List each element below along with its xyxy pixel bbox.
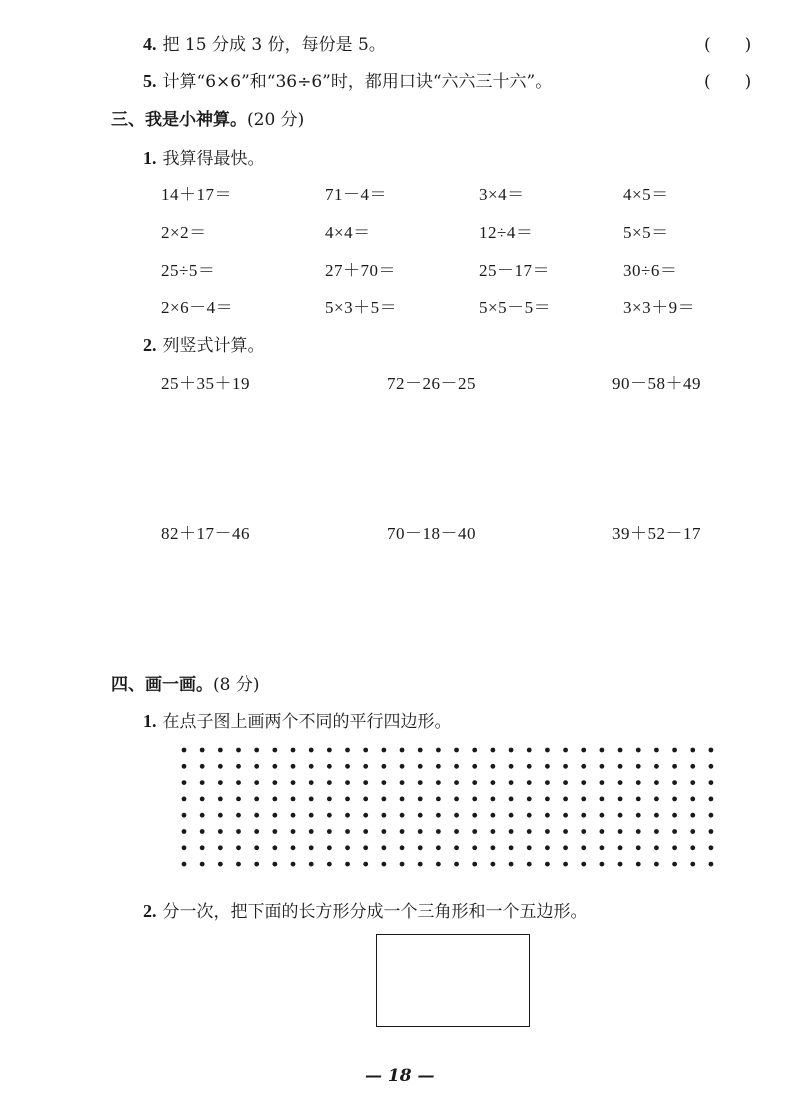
grid-dot [236,813,241,818]
grid-dot [272,813,277,818]
grid-dot [345,829,350,834]
grid-dot [472,764,477,769]
oral-calc-problem: 3×3＋9＝ [623,298,696,317]
grid-dot [545,813,550,818]
grid-dot [672,845,677,850]
grid-dot [381,748,386,753]
grid-dot [618,813,623,818]
grid-dot [618,797,623,802]
grid-dot [618,748,623,753]
grid-dot [200,813,205,818]
question-dot-grid [143,707,452,732]
judgement-item-5 [143,67,552,92]
oral-calc-problem: 2×2＝ [161,223,207,242]
grid-dot [418,845,423,850]
item-text: 计算“6×6”和“36÷6”时，都用口诀“六六三十六”。 [162,72,553,92]
grid-dot [309,797,314,802]
grid-dot [454,797,459,802]
grid-dot [200,748,205,753]
grid-dot [236,845,241,850]
grid-dot [291,862,296,867]
grid-dot [381,862,386,867]
grid-dot [436,764,441,769]
grid-dot [545,862,550,867]
grid-dot [363,797,368,802]
grid-dot [363,829,368,834]
grid-dot [709,813,714,818]
grid-dot [527,845,532,850]
grid-dot [563,829,568,834]
grid-dot [218,845,223,850]
grid-dot [363,813,368,818]
grid-dot [545,797,550,802]
grid-dot [672,797,677,802]
grid-dot [345,764,350,769]
grid-dot [600,748,605,753]
grid-dot [527,797,532,802]
grid-dot [436,813,441,818]
question-oral-calc [143,144,265,169]
grid-dot [490,780,495,785]
grid-dot [182,862,187,867]
grid-dot [327,845,332,850]
grid-dot [345,797,350,802]
grid-dot [291,748,296,753]
grid-dot [454,862,459,867]
grid-dot [600,862,605,867]
grid-dot [709,845,714,850]
grid-dot [509,862,514,867]
oral-calc-problem: 4×4＝ [325,223,371,242]
grid-dot [309,845,314,850]
rectangle-drawing-area[interactable] [376,934,530,1027]
section-4-heading [111,670,259,695]
dot-grid[interactable] [181,747,731,877]
grid-dot [363,845,368,850]
grid-dot [291,797,296,802]
grid-dot [254,764,259,769]
grid-dot [472,797,477,802]
grid-dot [345,780,350,785]
grid-dot [690,862,695,867]
grid-dot [418,797,423,802]
grid-dot [400,797,405,802]
grid-dot [200,862,205,867]
oral-calc-problem: 5×3＋5＝ [325,298,398,317]
grid-dot [581,748,586,753]
grid-dot [527,764,532,769]
grid-dot [182,797,187,802]
grid-dot [690,780,695,785]
grid-dot [636,780,641,785]
grid-dot [309,862,314,867]
grid-dot [654,780,659,785]
grid-dot [636,813,641,818]
grid-dot [454,780,459,785]
grid-dot [254,813,259,818]
oral-calc-problem: 5×5＝ [623,223,669,242]
grid-dot [563,780,568,785]
grid-dot [636,862,641,867]
grid-dot [600,797,605,802]
oral-calc-problem: 25－17＝ [479,261,550,280]
grid-dot [436,845,441,850]
grid-dot [636,748,641,753]
grid-dot [490,797,495,802]
grid-dot [654,813,659,818]
grid-dot [509,780,514,785]
grid-dot [182,748,187,753]
question-vertical-calc [143,331,265,356]
grid-dot [418,764,423,769]
grid-dot [672,748,677,753]
grid-dot [291,780,296,785]
grid-dot [545,845,550,850]
grid-dot [291,813,296,818]
grid-dot [636,797,641,802]
question-number: 1. [143,148,157,168]
grid-dot [545,764,550,769]
grid-dot [563,764,568,769]
grid-dot [218,764,223,769]
grid-dot [363,748,368,753]
grid-dot [472,780,477,785]
grid-dot [654,748,659,753]
grid-dot [527,748,532,753]
grid-dot [454,829,459,834]
grid-dot [272,862,277,867]
grid-dot [581,862,586,867]
oral-calc-problem: 27＋70＝ [325,261,396,280]
vertical-calc-problem: 25＋35＋19 [161,374,250,393]
grid-dot [618,862,623,867]
grid-dot [254,780,259,785]
vertical-calc-problem: 82＋17－46 [161,524,250,543]
grid-dot [218,748,223,753]
vertical-calc-problem: 72－26－25 [387,374,476,393]
grid-dot [309,813,314,818]
grid-dot [200,797,205,802]
grid-dot [200,829,205,834]
grid-dot [690,829,695,834]
grid-dot [327,829,332,834]
grid-dot [654,845,659,850]
grid-dot [418,813,423,818]
grid-dot [236,764,241,769]
grid-dot [272,797,277,802]
grid-dot [272,764,277,769]
grid-dot [418,829,423,834]
grid-dot [527,813,532,818]
grid-dot [400,813,405,818]
grid-dot [400,780,405,785]
grid-dot [709,862,714,867]
oral-calc-problem: 5×5－5＝ [479,298,552,317]
grid-dot [309,780,314,785]
grid-dot [490,748,495,753]
grid-dot [436,748,441,753]
grid-dot [672,862,677,867]
grid-dot [527,829,532,834]
grid-dot [709,829,714,834]
grid-dot [182,829,187,834]
grid-dot [381,829,386,834]
grid-dot [291,764,296,769]
grid-dot [563,862,568,867]
grid-dot [309,748,314,753]
grid-dot [545,748,550,753]
section-score: (20 分) [247,110,305,130]
grid-dot [581,764,586,769]
grid-dot [509,829,514,834]
grid-dot [327,780,332,785]
grid-dot [400,748,405,753]
grid-dot [436,797,441,802]
grid-dot [400,764,405,769]
grid-dot [400,829,405,834]
question-text: 在点子图上画两个不同的平行四边形。 [162,712,452,732]
grid-dot [709,748,714,753]
vertical-calc-problem: 90－58＋49 [612,374,701,393]
oral-calc-problem: 4×5＝ [623,185,669,204]
grid-dot [454,845,459,850]
grid-dot [272,748,277,753]
grid-dot [490,813,495,818]
grid-dot [400,862,405,867]
question-text: 分一次，把下面的长方形分成一个三角形和一个五边形。 [162,902,588,922]
grid-dot [581,813,586,818]
grid-dot [563,845,568,850]
item-number: 5. [143,71,157,91]
grid-dot [581,845,586,850]
section-score: (8 分) [213,675,260,695]
question-number: 2. [143,901,157,921]
grid-dot [509,764,514,769]
grid-dot [709,780,714,785]
grid-dot [490,829,495,834]
item-number: 4. [143,34,157,54]
grid-dot [436,829,441,834]
grid-dot [545,829,550,834]
grid-dot [509,845,514,850]
grid-dot [309,764,314,769]
grid-dot [236,862,241,867]
grid-dot [454,764,459,769]
oral-calc-problem: 14＋17＝ [161,185,232,204]
grid-dot [400,845,405,850]
grid-dot [709,797,714,802]
grid-dot [418,862,423,867]
grid-dot [636,764,641,769]
grid-dot [600,845,605,850]
grid-dot [490,845,495,850]
grid-dot [600,813,605,818]
grid-dot [254,829,259,834]
page-number: — 18 — [365,1066,435,1086]
grid-dot [182,780,187,785]
grid-dot [327,862,332,867]
grid-dot [345,845,350,850]
grid-dot [381,780,386,785]
grid-dot [600,780,605,785]
grid-dot [254,845,259,850]
grid-dot [236,748,241,753]
item-text: 把 15 分成 3 份，每份是 5。 [162,35,386,55]
grid-dot [654,797,659,802]
grid-dot [690,845,695,850]
question-text: 列竖式计算。 [162,336,265,356]
grid-dot [690,797,695,802]
grid-dot [436,862,441,867]
grid-dot [563,797,568,802]
section-title: 四、画一画。 [111,675,213,695]
grid-dot [509,797,514,802]
grid-dot [327,764,332,769]
grid-dot [381,813,386,818]
oral-calc-problem: 30÷6＝ [623,261,678,280]
grid-dot [418,780,423,785]
grid-dot [309,829,314,834]
grid-dot [672,829,677,834]
grid-dot [218,780,223,785]
grid-dot [472,862,477,867]
grid-dot [654,862,659,867]
grid-dot [690,748,695,753]
grid-dot [618,764,623,769]
grid-dot [345,862,350,867]
vertical-calc-problem: 70－18－40 [387,524,476,543]
grid-dot [527,780,532,785]
grid-dot [218,862,223,867]
grid-dot [563,748,568,753]
grid-dot [272,829,277,834]
grid-dot [490,862,495,867]
grid-dot [454,813,459,818]
grid-dot [218,813,223,818]
grid-dot [291,829,296,834]
grid-dot [236,797,241,802]
grid-dot [618,845,623,850]
grid-dot [327,797,332,802]
grid-dot [563,813,568,818]
grid-dot [509,813,514,818]
grid-dot [363,780,368,785]
grid-dot [472,813,477,818]
grid-dot [327,813,332,818]
vertical-calc-problem: 39＋52－17 [612,524,701,543]
grid-dot [581,797,586,802]
grid-dot [472,829,477,834]
grid-dot [654,764,659,769]
grid-dot [581,829,586,834]
grid-dot [472,748,477,753]
grid-dot [618,829,623,834]
oral-calc-problem: 71－4＝ [325,185,387,204]
grid-dot [254,797,259,802]
grid-dot [545,780,550,785]
grid-dot [272,845,277,850]
question-number: 2. [143,335,157,355]
grid-dot [200,845,205,850]
grid-dot [254,862,259,867]
grid-dot [381,764,386,769]
grid-dot [709,764,714,769]
grid-dot [363,764,368,769]
grid-dot [272,780,277,785]
question-number: 1. [143,711,157,731]
section-title: 三、我是小神算。 [111,110,247,130]
grid-dot [672,780,677,785]
grid-dot [690,813,695,818]
grid-dot [472,845,477,850]
grid-dot [345,748,350,753]
grid-dot [200,780,205,785]
grid-dot [381,845,386,850]
grid-dot [672,813,677,818]
oral-calc-problem: 2×6－4＝ [161,298,234,317]
grid-dot [345,813,350,818]
oral-calc-problem: 25÷5＝ [161,261,216,280]
answer-blank-4[interactable]: ( ) [704,35,752,55]
question-divide-rectangle [143,897,588,922]
grid-dot [254,748,259,753]
grid-dot [490,764,495,769]
grid-dot [618,780,623,785]
grid-dot [218,797,223,802]
oral-calc-problem: 3×4＝ [479,185,525,204]
grid-dot [527,862,532,867]
grid-dot [182,813,187,818]
grid-dot [218,829,223,834]
grid-dot [291,845,296,850]
grid-dot [454,748,459,753]
grid-dot [581,780,586,785]
grid-dot [636,845,641,850]
grid-dot [182,845,187,850]
grid-dot [654,829,659,834]
grid-dot [600,829,605,834]
grid-dot [182,764,187,769]
grid-dot [363,862,368,867]
answer-blank-5[interactable]: ( ) [704,72,752,92]
grid-dot [690,764,695,769]
grid-dot [600,764,605,769]
grid-dot [327,748,332,753]
grid-dot [381,797,386,802]
judgement-item-4 [143,30,386,55]
grid-dot [436,780,441,785]
grid-dot [636,829,641,834]
section-3-heading [111,105,304,130]
grid-dot [418,748,423,753]
oral-calc-problem: 12÷4＝ [479,223,534,242]
grid-dot [509,748,514,753]
question-text: 我算得最快。 [162,149,265,169]
grid-dot [672,764,677,769]
grid-dot [200,764,205,769]
grid-dot [236,829,241,834]
grid-dot [236,780,241,785]
